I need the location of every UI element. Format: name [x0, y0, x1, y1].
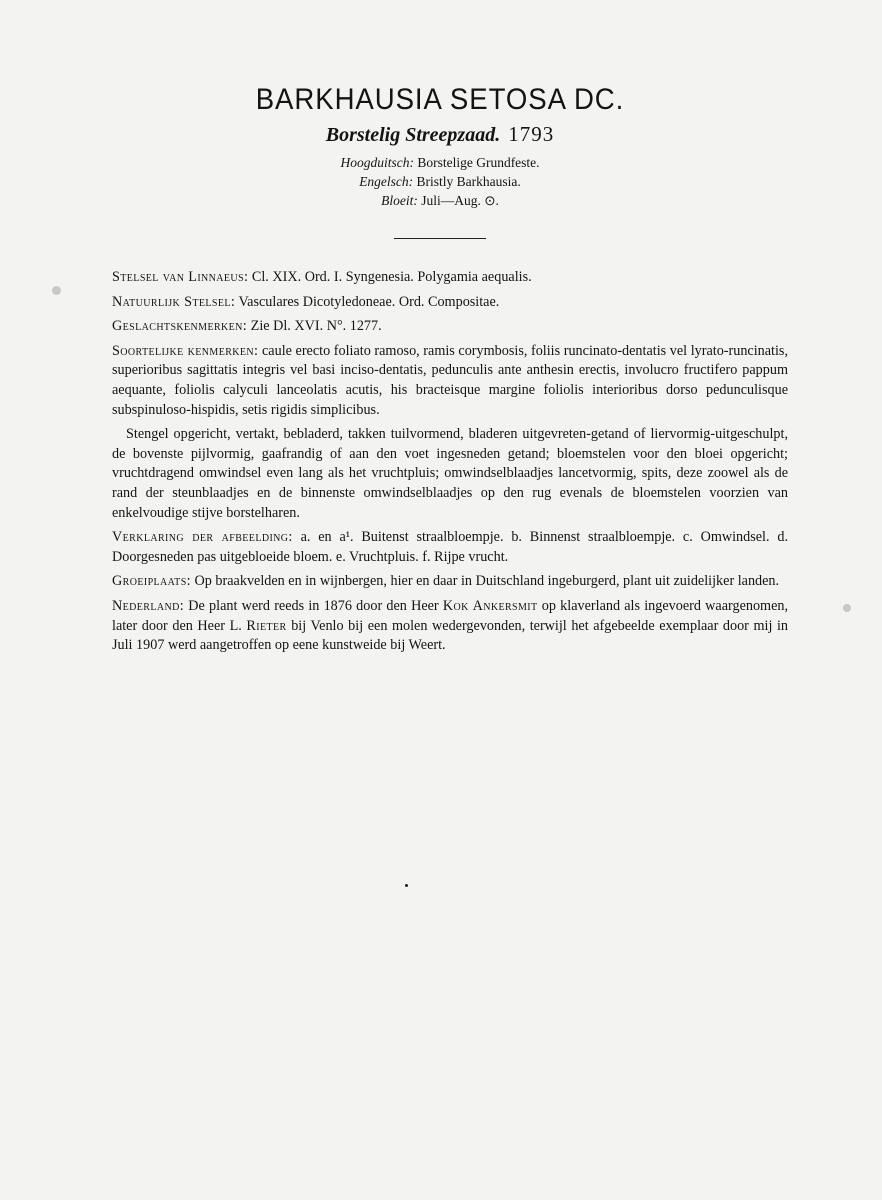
name-label: Hoogduitsch: — [340, 155, 414, 170]
name-label: Bloeit: — [381, 193, 418, 208]
section-label: Stelsel van Linnaeus: — [112, 269, 249, 285]
description-body — [112, 268, 788, 661]
section-text: a. en a¹. Buitenst straalbloempje. b. Binnenst straalbloempje. c. Omwindsel. d. Doorgesneden pas uitgebloeide bloem. e. Vruchtpluis. f. Rijpe vrucht. — [112, 529, 788, 565]
linnaeus-system — [112, 268, 788, 288]
figure-explanation — [112, 528, 788, 567]
name-value: Borstelige Grundfeste. — [417, 155, 540, 170]
species-characters — [112, 342, 788, 420]
plate-number: 1793 — [508, 122, 555, 146]
section-label: Natuurlijk Stelsel: — [112, 293, 236, 310]
section-text: Vasculares Dicotyledoneae. Ord. Compositae. — [238, 293, 500, 310]
dutch-name-line — [200, 122, 680, 147]
section-text: De plant werd reeds in 1876 door den Heer — [188, 597, 439, 614]
dutch-name: Borstelig Streepzaad. — [325, 124, 501, 146]
section-label: Nederland: — [112, 597, 185, 614]
netherlands-record — [112, 597, 788, 656]
plate-header — [200, 82, 680, 210]
section-text: Op braakvelden en in wijnbergen, hier en daar in Duitschland ingeburgerd, plant uit zuidelijker landen. — [194, 573, 780, 590]
paper-spot — [843, 604, 851, 612]
divider-rule — [394, 238, 486, 239]
section-text: op klaverland als ingevoerd waargenomen, later door den Heer L. — [112, 597, 789, 634]
name-value: Bristly Barkhausia. — [416, 174, 521, 189]
habitat — [112, 572, 788, 592]
person-name: Kok Ankersmit — [442, 597, 538, 614]
paper-spot — [52, 286, 61, 295]
section-label: Geslachtskenmerken: — [112, 318, 248, 335]
section-text: caule erecto foliato ramoso, ramis corymbosis, foliis runcinato-dentatis vel lyrato-runcinatis, superioribus sagittatis integris vel basi inciso-dentatis, pedunculis ante anthesin erectis, involucro fructifero pappum aequante, foliolis calyculi lanceolatis acutis, his bracteisque margine foliolis interioribus dorso pedunculisque subspinuloso-hispidis, setis rigidis simplicibus. — [112, 342, 789, 418]
name-row-english — [200, 172, 680, 191]
paper-spot — [405, 884, 408, 887]
section-text: bij Venlo bij een molen wedergevonden, terwijl het afgebeelde exemplaar door mij in Juli 1907 werd aangetroffen op eene kunstweide bij Weert. — [112, 617, 789, 654]
section-label: Soortelijke kenmerken: — [112, 342, 259, 359]
section-text: Zie Dl. XVI. N°. 1277. — [250, 318, 382, 335]
name-value: Juli—Aug. ⊙. — [421, 193, 499, 208]
dutch-description: Stengel opgericht, vertakt, bebladerd, takken tuilvormend, bladeren uitgevreten-getand of liervormig-uitgeschulpt, de bovenste pijlvormig, gaafrandig of aan den voet ingesneden getand; bloemstelen voor den bloei opgericht; vruchtdragend omwindsel even lang als het vruchtpluis; omwindselblaadjes lancetvormig, spits, deze zoowel als de rand der steunblaadjes en de binnenste omwindselblaadjes op den rug evenals de bloemstelen voorzien van enkelvoudige stijve borstelharen. — [112, 426, 788, 521]
person-name: Rieter — [246, 617, 287, 634]
name-row-german — [200, 153, 680, 172]
section-label: Verklaring der afbeelding: — [112, 529, 293, 546]
natural-system — [112, 293, 788, 313]
name-row-flowering — [200, 191, 680, 210]
genus-characters — [112, 317, 788, 337]
vernacular-names — [200, 153, 680, 210]
section-label: Groeiplaats: — [112, 573, 191, 590]
name-label: Engelsch: — [359, 174, 414, 189]
section-text: Cl. XIX. Ord. I. Syngenesia. Polygamia aequalis. — [251, 269, 532, 285]
species-title: BARKHAUSIA SETOSA DC. — [255, 83, 625, 116]
